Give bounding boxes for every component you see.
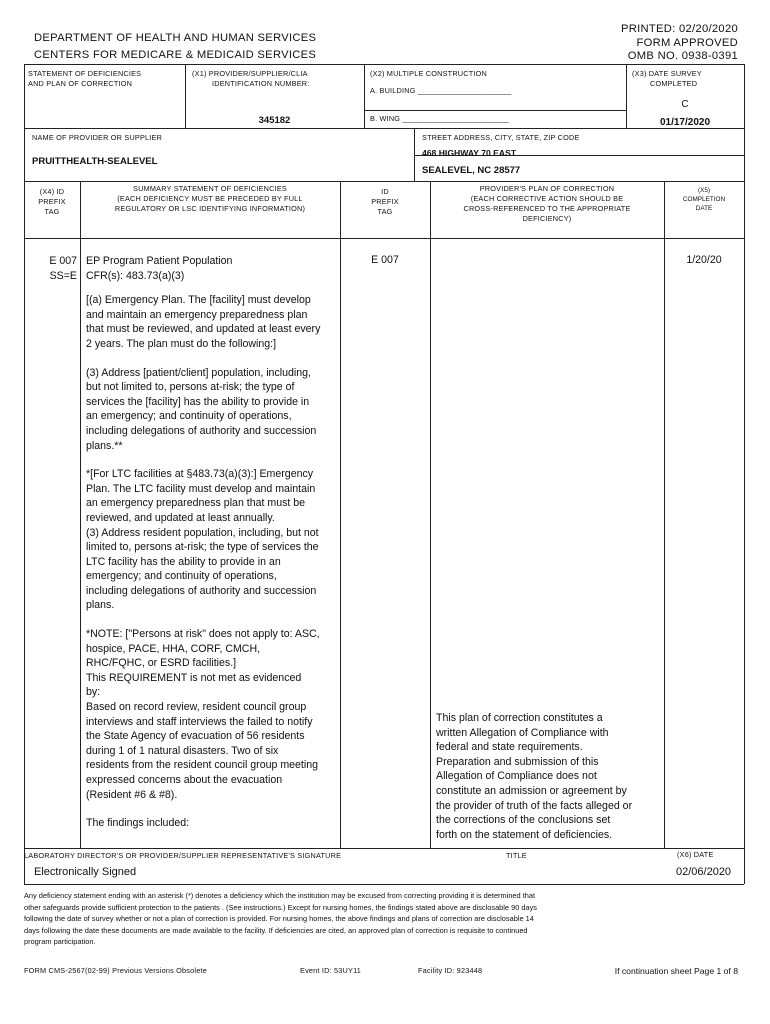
provider-name: PRUITTHEALTH-SEALEVEL [32, 156, 158, 167]
summary-paragraph: *[For LTC facilities at §483.73(a)(3):] Emergency Plan. The LTC facility must develop and maintain an emergency preparedness plan that must be reviewed, and updated at least annually. (3) Address resident population, including, but not limited to, persons at-risk; the type of services the LTC facility has the ability to provide in an emergency; and continuity of operations, including delegations of authority and succession plans. [86, 468, 319, 612]
facility-id: Facility ID: 923448 [418, 966, 483, 975]
provider-id: 345182 [258, 115, 291, 126]
plan-header: PROVIDER'S PLAN OF CORRECTION (EACH CORRECTIVE ACTION SHOULD BE CROSS-REFERENCED TO THE APPROPRIATE DEFICIENCY) [463, 184, 631, 223]
completion-date: 1/20/20 [686, 254, 722, 266]
findings-intro: The findings included: [86, 817, 190, 830]
plan-of-correction: This plan of correction constitutes a written Allegation of Compliance with federal and state requirements. Preparation and submission of this Allegation of Compliance does not constitute an admission or agreement by the provider of truth of the facts alleged or the corrections of the conclusions set forth on the statement of deficiencies. [436, 712, 633, 841]
tag-left: E 007 SS=E [49, 255, 77, 282]
survey-code: C [681, 99, 689, 110]
summary-header: SUMMARY STATEMENT OF DEFICIENCIES (EACH DEFICIENCY MUST BE PRECEDED BY FULL REGULATORY OR LSC IDENTIFYING INFORMATION) [114, 184, 306, 213]
summary-paragraph: (3) Address [patient/client] population, including, but not limited to, persons at-risk; the type of services the [facility] has the ability to provide in an emergency; and continuity of operations, including delegations of authority and succession plans.** [86, 366, 317, 452]
summary-paragraph: *NOTE: ["Persons at risk" does not apply to: ASC, hospice, PACE, HHA, CORF, CMCH, RHC/FQHC, or ESRD facilities.] This REQUIREMENT is not met as evidenced by: Based on record review, resident council group interviews and staff interviews the failed to notify the State Agency of evacuation of 56 residents during 1 of 1 natural disasters. Two of six residents from the resident council group meeting expressed concerns about the evacuation (Resident #6 & #8). [86, 628, 320, 801]
x3-label: (X3) DATE SURVEY COMPLETED [632, 69, 702, 88]
building-line: A. BUILDING ______________________ [370, 86, 512, 95]
x4-header: (X4) ID PREFIX TAG [38, 187, 66, 216]
signature-label: LABORATORY DIRECTOR'S OR PROVIDER/SUPPLIER REPRESENTATIVE'S SIGNATURE [24, 851, 342, 860]
provider-label: NAME OF PROVIDER OR SUPPLIER [32, 133, 163, 142]
event-id: Event ID: 53UY11 [300, 966, 362, 975]
omb-number: OMB NO. 0938-0391 [627, 50, 738, 62]
summary-statement [86, 254, 338, 831]
id-header: ID PREFIX TAG [371, 187, 399, 216]
signature-value: Electronically Signed [34, 866, 137, 878]
wing-line: B. WING _________________________ [370, 114, 509, 123]
x1-label: (X1) PROVIDER/SUPPLIER/CLIA IDENTIFICATION NUMBER: [192, 69, 310, 88]
x2-label: (X2) MULTIPLE CONSTRUCTION [370, 69, 487, 78]
statement-label: STATEMENT OF DEFICIENCIES AND PLAN OF CORRECTION [28, 69, 142, 88]
agency-name: CENTERS FOR MEDICARE & MEDICAID SERVICES [34, 49, 317, 61]
form-number: FORM CMS-2567(02-99) Previous Versions Obsolete [24, 966, 207, 975]
printed-date: PRINTED: 02/20/2020 [620, 23, 738, 35]
department-name: DEPARTMENT OF HEALTH AND HUMAN SERVICES [34, 32, 317, 44]
form-approved: FORM APPROVED [636, 37, 738, 49]
title-label: TITLE [506, 851, 527, 860]
summary-paragraph: [(a) Emergency Plan. The [facility] must develop and maintain an emergency preparedness plan that must be reviewed, and updated at least every 2 years. The plan must do the following:] [86, 294, 321, 350]
address-street: 468 HIGHWAY 70 EAST [422, 148, 517, 158]
summary-title: EP Program Patient Population CFR(s): 483.73(a)(3) [86, 255, 233, 282]
x5-header: (X5) COMPLETION DATE [682, 187, 726, 212]
continuation-page: If continuation sheet Page 1 of 8 [614, 966, 738, 976]
address-label: STREET ADDRESS, CITY, STATE, ZIP CODE [422, 133, 580, 142]
survey-date: 01/17/2020 [659, 117, 711, 128]
signature-date-label: (X6) DATE [677, 850, 714, 859]
signature-date: 02/06/2020 [676, 866, 732, 878]
tag-right: E 007 [371, 254, 399, 266]
address-city: SEALEVEL, NC 28577 [422, 165, 521, 176]
disclaimer-text: Any deficiency statement ending with an asterisk (*) denotes a deficiency which the institution may be excused from correcting providing it is determined that other safeguards provide sufficient protection to the patients . (See instructions.) Except for nursing homes, the findings stated above are disclosable 90 days following the date of survey whether or not a plan of correction is provided. For nursing homes, the above findings and plans of correction are disclosable 14 days following the date these documents are made available to the facility. If deficiencies are cited, an approved plan of correction is requisite to continued program participation. [24, 891, 537, 947]
